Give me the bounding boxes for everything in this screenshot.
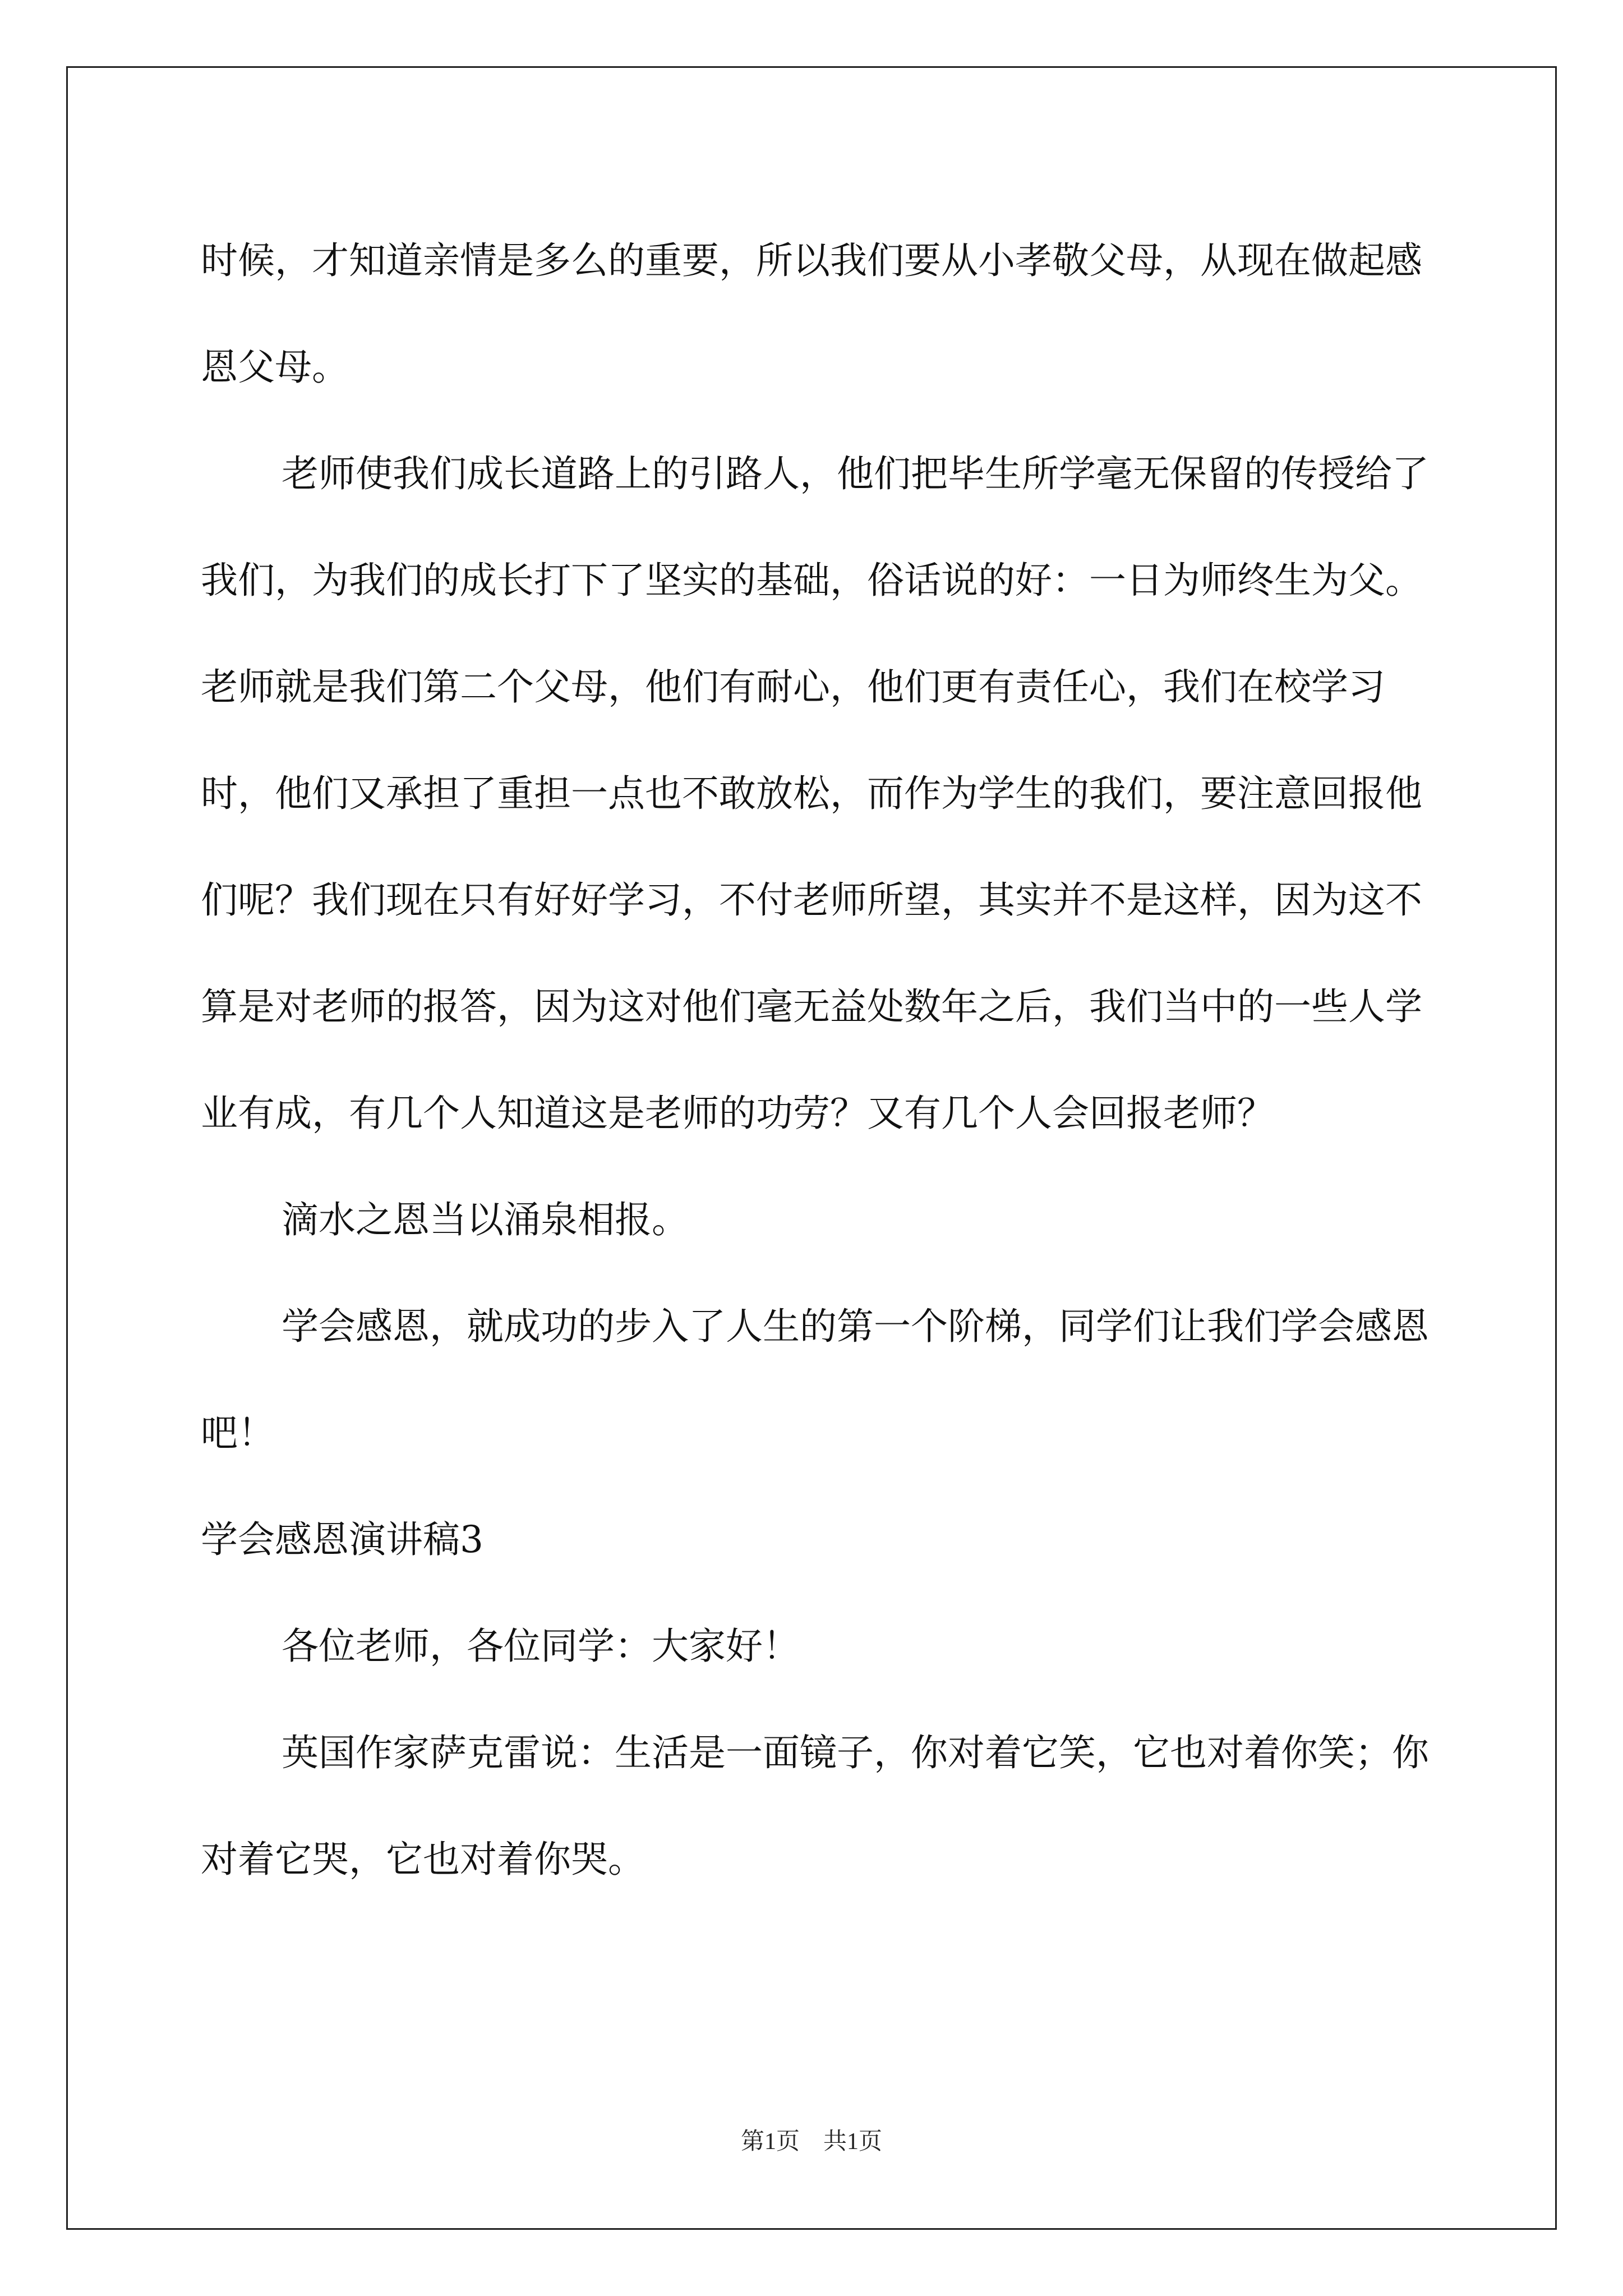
page-footer: 第1页 共1页	[740, 2129, 882, 2155]
section-heading: 学会感恩演讲稿3	[201, 1518, 483, 1561]
document-body	[201, 208, 1435, 1913]
paragraph-quote: 英国作家萨克雷说：生活是一面镜子，你对着它笑，它也对着你笑；你对着它哭，它也对着你哭。	[201, 1731, 1429, 1881]
paragraph-greeting: 各位老师，各位同学：大家好！	[282, 1625, 800, 1668]
paragraph-1: 时候，才知道亲情是多么的重要，所以我们要从小孝敬父母，从现在做起感恩父母。	[201, 239, 1422, 389]
paragraph-3: 滴水之恩当以涌泉相报。	[282, 1198, 689, 1241]
paragraph-2: 老师使我们成长道路上的引路人，他们把毕生所学毫无保留的传授给了我们，为我们的成长打下了坚实的基础，俗话说的好：一日为师终生为父。老师就是我们第二个父母，他们有耐心，他们更有责任心，我们在校学习时，他们又承担了重担一点也不敢放松，而作为学生的我们，要注意回报他们呢？我们现在只有好好学习，不付老师所望，其实并不是这样，因为这不算是对老师的报答，因为这对他们毫无益处数年之后，我们当中的一些人学业有成，有几个人知道这是老师的功劳？又有几个人会回报老师？	[201, 452, 1429, 1135]
paragraph-4: 学会感恩，就成功的步入了人生的第一个阶梯，同学们让我们学会感恩吧！	[201, 1305, 1429, 1455]
